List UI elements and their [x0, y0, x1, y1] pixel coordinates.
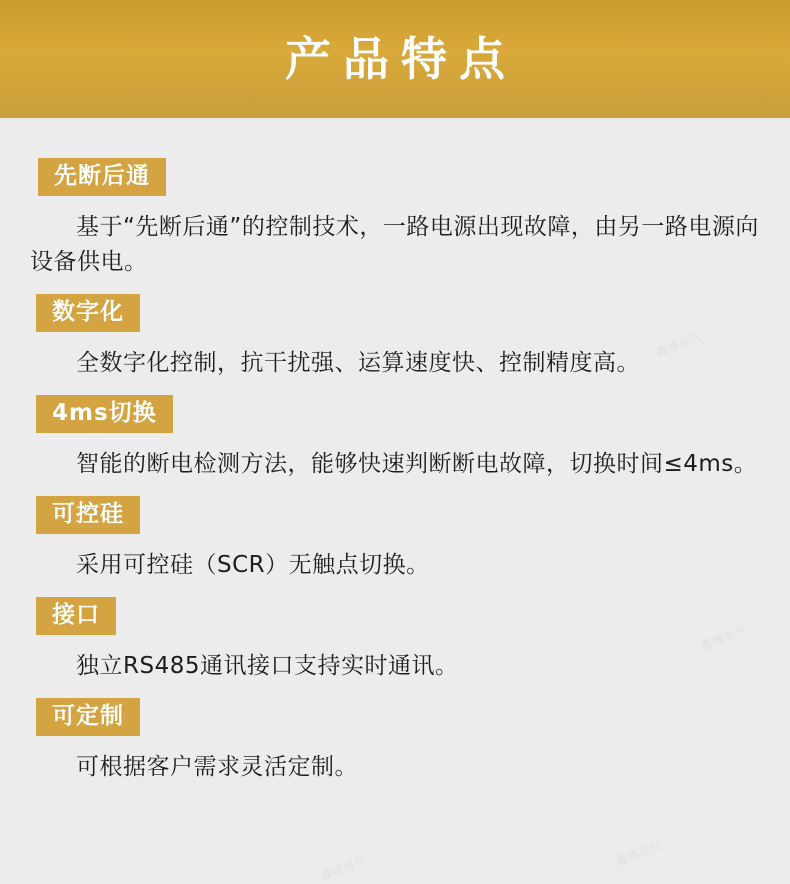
feature-item — [24, 294, 766, 381]
page-header-banner — [0, 0, 790, 118]
feature-description: 智能的断电检测方法，能够快速判断断电故障，切换时间≤4ms。 — [76, 450, 758, 477]
watermark: 鑫博电气 — [614, 839, 664, 868]
feature-description: 独立RS485通讯接口支持实时通讯。 — [76, 652, 459, 679]
watermark: 鑫博电气 — [319, 854, 369, 883]
feature-item — [24, 698, 766, 785]
feature-description: 全数字化控制，抗干扰强、运算速度快、控制精度高。 — [76, 349, 640, 376]
feature-tag: 先断后通 — [38, 158, 166, 196]
features-list — [0, 118, 790, 785]
feature-tag: 可定制 — [36, 698, 140, 736]
page-title: 产品特点 — [285, 32, 517, 86]
watermark: 鑫博电气 — [654, 330, 704, 359]
feature-description: 可根据客户需求灵活定制。 — [76, 753, 358, 780]
feature-description: 采用可控硅（SCR）无触点切换。 — [76, 551, 430, 578]
feature-tag: 可控硅 — [36, 496, 140, 534]
feature-tag: 数字化 — [36, 294, 140, 332]
feature-item — [24, 597, 766, 684]
watermark: 鑫博电气 — [699, 624, 749, 653]
feature-item — [24, 496, 766, 583]
feature-description: 基于“先断后通”的控制技术，一路电源出现故障，由另一路电源向设备供电。 — [30, 214, 759, 275]
feature-item — [24, 395, 766, 482]
feature-tag: 4ms切换 — [36, 395, 173, 433]
feature-tag: 接口 — [36, 597, 116, 635]
feature-item — [24, 158, 766, 280]
